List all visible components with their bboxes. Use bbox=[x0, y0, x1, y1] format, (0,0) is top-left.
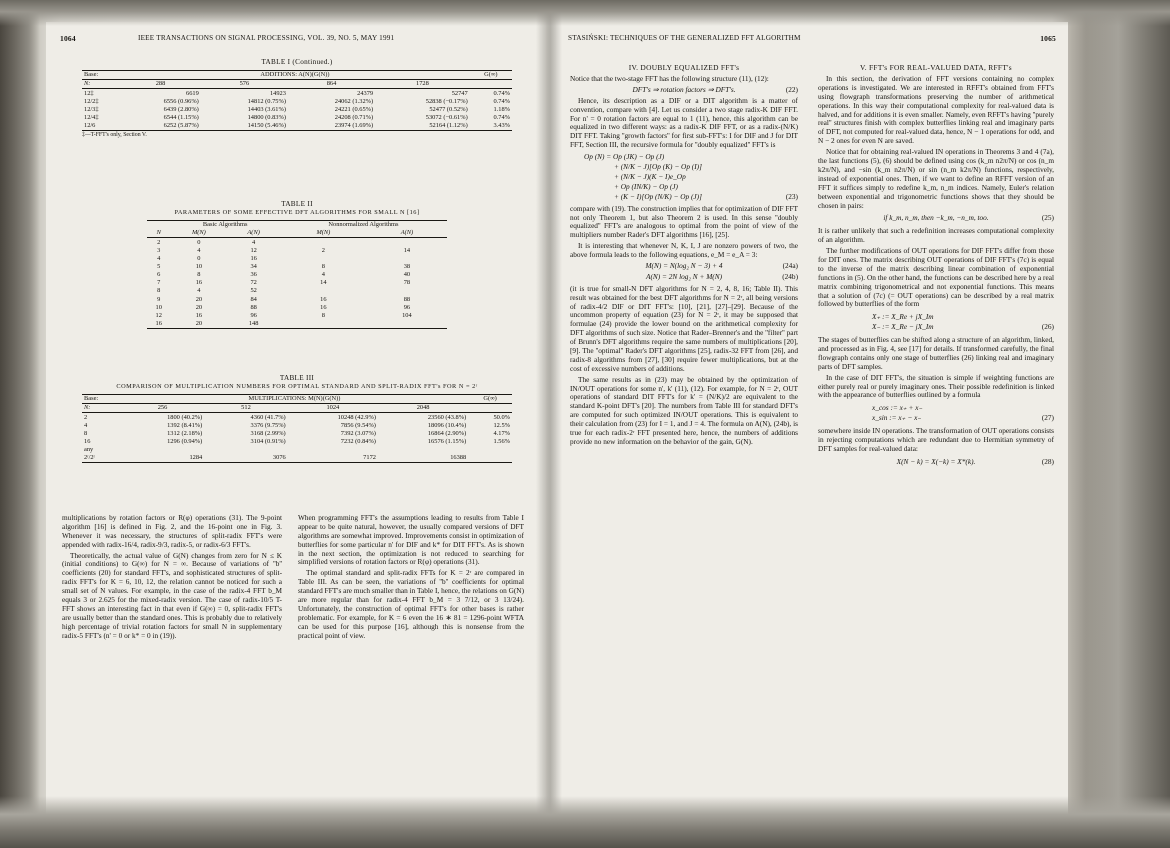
table-row: 12 16 96 8 104 bbox=[155, 311, 412, 319]
table-row: 12‡ 6619 14923 24379 52747 0.74% bbox=[84, 89, 510, 97]
table-row: 12/3‡ 6439 (2.80%) 14403 (3.61%) 24221 (0.65%) 52477 (0.52%) 1.18% bbox=[84, 105, 510, 113]
paragraph: The optimal standard and split-radix FFTs for K = 2ʳ are compared in Table III. As can be seen, the variations of ''b'' coefficients for optimal standard FFT's are much smaller than in Table I, hence, the relations on G(N) are more regular than for radix-4 FFT b_M = 3 7/12, or 3 13/24). Unfortunately, the construction of optimal FFT's for other bases is rather problematic. For example, for K = 6 even the 16 ∗ 81 = 1296-point WFTA can be used for this purpose [16], although this is nonsense from the practical point of view. bbox=[298, 568, 524, 640]
table-2-caption: PARAMETERS OF SOME EFFECTIVE DFT ALGORITHMS FOR SMALL N [16] bbox=[174, 209, 420, 216]
table-row: 16 20 148 bbox=[147, 320, 447, 329]
equation-23: Op (N) = Op (JK) − Op (J) + (N/K − J)[Op (K) − Op (I)] + (N/K − J)(K − I)e_Op + Op (IN/K) − Op (J) + (K − I)[Op (N/K) − Op (J)] (23) bbox=[584, 152, 798, 201]
paragraph: It is rather unlikely that such a redefinition increases computational complexity of an algorithm. bbox=[818, 226, 1054, 245]
equation-24a: M(N) = N(log₂ N − 3) + 4 (24a) bbox=[645, 260, 798, 270]
equation-27: x_cos := x₊ + x₋ x_sin := x₊ − x₋ (27) bbox=[872, 403, 1054, 423]
paragraph: Notice that for obtaining real-valued IN operations in Theorems 3 and 4 (7a), the last functions (5), (6) should be defined using cos (k_m n2π/N) or cos (n_m k2π/N), and −sin (k_m n2π/N) or sin (n_m k2π/N) functions, respectively, instead of exponential ones. Then, if we want to define an RFFT version of an FFT it suffices simply to redefine k_m, n_m indices. Namely, Euler's relation between exponential and trigonometric functions shows that they should be chosen in pairs: bbox=[818, 147, 1054, 210]
table-1-grid bbox=[82, 70, 512, 131]
page-fold-shadow bbox=[536, 0, 562, 848]
section-title-5: V. FFT's FOR REAL-VALUED DATA, RFFT's bbox=[860, 63, 1012, 72]
section-title-4: IV. DOUBLY EQUALIZED FFT's bbox=[628, 63, 740, 72]
table-3-col-header: MULTIPLICATIONS: M(N)(G(N)) bbox=[121, 395, 468, 404]
paragraph: The stages of butterflies can be shifted along a structure of an algorithm, linked, and processed as in Fig. 4, see [17] for details. If transformed carefully, the final flowgraph contains only one stage of butterflies (26) linking real and imaginary parts of DFT samples. bbox=[818, 335, 1054, 371]
table-row: 6 8 36 4 40 bbox=[157, 271, 411, 279]
left-page bbox=[46, 22, 546, 822]
table-3-grid: Base: MULTIPLICATIONS: M(N)(G(N)) G(∞) N: 256 512 1024 2048 2 1800 (40.2%) 4360 (41.7%) 10248 (42.9%) 23560 (43.8%) 50.0% 4 1392 (8.41%) 3376 (9.75%) 7856 (9.54%) 18096 (10.4%) 12.5% 8 1312 (2.18%) 3168 (2.99%) 7392 (3.07%) 16864 (2.90%) 4.17% 16 1296 (0.94%) 3104 (0.91%) 7232 (0.84%) 16576 (1.15%) 1.56% any 2ʳ/2ʳ 1284 3076 7172 16388 bbox=[84, 395, 510, 462]
table-1-footnote: ‡—T-FFT's only, Section V. bbox=[82, 131, 147, 138]
paragraph: When programming FFT's the assumptions leading to results from Table I appear to be quite natural, however, the usually compared versions of DFT algorithms are somewhat improved. Improvements consist in optimization of butterflies for some particular n' for DIF and k* for DIT FFT's. As is shown in the next section, the optimization is not reduced to searching for simplified versions of rotation factors or R(φ) operations (31). bbox=[298, 513, 524, 567]
equation-28: X(N − k) = X(−k) = X*(k). (28) bbox=[896, 456, 1054, 466]
equation-22: DFT's ⇒ rotation factors ⇒ DFT's. (22) bbox=[632, 84, 798, 94]
table-3-base-label: Base: bbox=[82, 395, 121, 404]
table-row: 3 4 12 2 14 bbox=[157, 246, 411, 254]
table-3-title: TABLE III bbox=[279, 374, 315, 382]
table-1-base-1: 576 bbox=[201, 80, 288, 89]
right-running-head: STASIŃSKI: TECHNIQUES OF THE GENERALIZED FFT ALGORITHM bbox=[568, 34, 801, 42]
table-2-title: TABLE II bbox=[281, 200, 313, 208]
table-2 bbox=[82, 200, 512, 329]
table-3-gain-header: G(∞) bbox=[468, 395, 512, 404]
scan-edge-bottom bbox=[0, 796, 1170, 848]
table-row: 12/2‡ 6556 (0.96%) 14812 (0.75%) 24062 (1.32%) 52838 (−0.17%) 0.74% bbox=[84, 97, 510, 105]
table-row: 2ʳ/2ʳ 1284 3076 7172 16388 bbox=[82, 454, 512, 463]
table-2-group-basic: Basic Algorithms bbox=[170, 221, 279, 230]
table-row: 4 1392 (8.41%) 3376 (9.75%) 7856 (9.54%) 18096 (10.4%) 12.5% bbox=[84, 421, 510, 429]
table-1-col-header: ADDITIONS: A(N)(G(N)) bbox=[120, 71, 470, 80]
table-row: 9 20 84 16 88 bbox=[157, 295, 411, 303]
table-row: 8 1312 (2.18%) 3168 (2.99%) 7392 (3.07%) 16864 (2.90%) 4.17% bbox=[84, 429, 510, 437]
scan-edge-top bbox=[0, 0, 1170, 26]
paragraph: Notice that the two-stage FFT has the following structure (11), (12): bbox=[570, 74, 769, 84]
right-column-1 bbox=[570, 58, 798, 449]
equation-26: X₊ := X_Re + jX_Im X₋ := X_Re − jX_Im (26) bbox=[872, 312, 1054, 332]
table-row: 12/4‡ 6544 (1.15%) 14800 (0.83%) 24208 (0.71%) 53072 (−0.61%) 0.74% bbox=[84, 114, 510, 121]
table-row: 4 0 16 bbox=[157, 254, 257, 262]
paragraph: compare with (19). The construction implies that for optimization of DIF FFT not only Theorem 1, but also Theorem 2 is used. In this sense ''doubly equalized'' FFT's are analogous to optimal from the point of view of the multipliers number Rader's DFT algorithms [16], [25]. bbox=[570, 203, 798, 240]
equation-24b: A(N) = 2N log₂ N + M(N) (24b) bbox=[645, 271, 798, 281]
table-row: any bbox=[84, 446, 94, 454]
paragraph: In this section, the derivation of FFT versions containing no complex operations is investigated. We are interested in RFFT's obtained from FFT's using flowgraph transformations preserving the number of arithmetical operations. In this way their computational complexity for real-valued data is halved, and for additions it is even smaller. Namely, even RFFT's having ''purely real'' structures finish with complex butterflies linking real and imaginary parts of DFT, not computed for real-valued data, hence, N − 1 operations for odd, and N − 2 ones for even N are saved. bbox=[818, 74, 1054, 146]
table-2-group-nonnorm: Nonnormalized Algorithms bbox=[280, 221, 447, 230]
table-row: 10 20 88 16 96 bbox=[155, 303, 411, 311]
left-running-head: IEEE TRANSACTIONS ON SIGNAL PROCESSING, VOL. 39, NO. 5, MAY 1991 bbox=[138, 34, 395, 42]
table-row: 2 0 4 bbox=[157, 238, 256, 246]
paragraph: multiplications by rotation factors or R(φ) operations (31). The 9-point algorithm [16] is defined in Fig. 2, and the 16-point one in Fig. 3. Whenever it was necessary, the structures of split-radix FFT's were appended with radix-16/4, radix-9/3, radix-5, or radix-6/3 FFT's. bbox=[62, 513, 282, 549]
left-folio: 1064 bbox=[60, 34, 76, 43]
table-row: 8 4 52 bbox=[157, 287, 257, 295]
left-column-2 bbox=[298, 514, 524, 642]
paragraph: The further modifications of OUT operations for DIF FFT's differ from those for DIT ones. The matrix describing OUT operations of DIF FFT's (7c) is equal to the inverse of the matrix describing linear combination of exponential functions in (5). On the other hand, the functions can be described here by a real matrix combining trigonometrical and not exponential functions. This means that a solution of (7c) (= OUT operations) can be described by a real matrix followed by butterflies of the form bbox=[818, 246, 1054, 309]
paragraph: Theoretically, the actual value of G(N) changes from zero for N ≤ K (initial conditions) to G(∞) for N = ∞. Because of variations of ''b'' coefficients (20) for standard FFT's, and sophisticated structures of split-radix FFT's for K = 6, 10, 12, the relation cannot be noticed for such a small set of N values. For example, in the case of the radix-4 FFT b_M equals 3 or 2.625 for the mixed-radix version. The case of radix-10/5 T-FFT shows an interesting fact in that even if G(∞) = 0, split-radix FFT's are usually better than the standard ones. This is probably due to relatively high percentage of trivial rotation factors for small N in supplementary radix-5 FFT's (n' = 0 or k* = 0 in (19)). bbox=[62, 550, 282, 640]
paragraph: (it is true for small-N DFT algorithms for N = 2, 4, 8, 16; Table II). This result was obtained for the best DFT algorithms for N = 2ʳ, all being versions of radix-4/2 DIF or DIT FFT's: [10], [21], [27]–[29]. Because of the uncommon property of equation (23) for N = 2ʳ, it may be supposed that formulae (24) provide the lower bound on the arithmetical complexity for DFT algorithms of such size. Notice that Rader–Brenner's and the ''filter'' part of Brunn's DFT algorithms require the same numbers of multiplications [20], [9]. The ''optimal'' Rader's DFT algorithms [25], radix-32 FFT from [26], and radix-8 algorithms from [27], [30] require fewer multiplications, but at the cost of excessive numbers of additions. bbox=[570, 283, 798, 373]
table-row: 16 1296 (0.94%) 3104 (0.91%) 7232 (0.84%) 16576 (1.15%) 1.56% bbox=[84, 438, 510, 445]
right-folio: 1065 bbox=[1040, 34, 1056, 43]
equation-25: if k_m, n_m, then −k_m, −n_m, too. (25) bbox=[883, 213, 1054, 223]
right-column-2 bbox=[818, 58, 1054, 469]
paragraph: somewhere inside IN operations. The transformation of OUT operations consists in rejecting computations which are redundant due to Hermitian symmetry of DFT samples for real-valued data: bbox=[818, 426, 1054, 453]
paragraph: In the case of DIT FFT's, the situation is simple if weighting functions are either purely real or purely imaginary ones. Their possible redefinition is linked with the appearance of butterflies outlined by a formula bbox=[818, 372, 1054, 400]
table-row: 7 16 72 14 78 bbox=[157, 279, 411, 287]
table-row: 12/6 6252 (5.87%) 14150 (5.46%) 23974 (1.69%) 52164 (1.12%) 3.43% bbox=[84, 122, 510, 130]
table-1-base-0: 288 bbox=[120, 80, 201, 89]
table-1-base-2: 864 bbox=[288, 80, 375, 89]
right-page bbox=[556, 22, 1068, 822]
left-column-1 bbox=[62, 514, 282, 642]
table-row: 5 10 34 8 38 bbox=[157, 263, 411, 270]
paragraph: Hence, its description as a DIF or a DIT algorithm is a matter of convention, compare with [4]. Let us consider a two stage radix-K DIF FFT. For n' = 0 rotation factors are equal to 1 (11), hence, this algorithm can be equalized in two different ways: as a radix-K DIF FFT, or as a radix-(N/K) DIT FFT. Taking ''growth factors'' for first sub-FFT's: I for DIF and J for DIT FFT, Section III, the recursive formula for ''doubly equalized'' FFT's is bbox=[570, 95, 798, 150]
table-1-title: TABLE I (Continued.) bbox=[261, 58, 333, 66]
table-1-gain-header: G(∞) bbox=[470, 71, 512, 80]
table-3 bbox=[82, 374, 512, 463]
scan-edge-left bbox=[0, 0, 40, 848]
scan-edge-right bbox=[1084, 0, 1170, 848]
table-1-n-label: N: bbox=[82, 80, 120, 89]
table-1 bbox=[82, 58, 512, 138]
table-row: 2 1800 (40.2%) 4360 (41.7%) 10248 (42.9%) 23560 (43.8%) 50.0% bbox=[84, 413, 510, 421]
table-2-grid: Basic Algorithms Nonnormalized Algorithms N M(N) A(N) M(N) A(N) 2 0 4 3 4 12 2 14 4 0 16 5 10 34 8 38 6 8 36 4 40 7 16 72 14 78 8 4 52 9 20 84 16 88 10 20 88 16 96 12 16 96 8 104 16 20 148 bbox=[147, 220, 447, 329]
table-3-caption: COMPARISON OF MULTIPLICATION NUMBERS FOR OPTIMAL STANDARD AND SPLIT-RADIX FFT's FOR N = 2ʳ bbox=[116, 383, 478, 390]
paragraph: It is interesting that whenever N, K, I, J are nonzero powers of two, the above formula leads to the following equations, e_M = e_A = 3: bbox=[570, 241, 798, 260]
table-1-base-label: Base: bbox=[82, 71, 120, 80]
table-1-base-3: 1728 bbox=[375, 80, 470, 89]
paragraph: The same results as in (23) may be obtained by the optimization of IN/OUT operations for some n', k' (11), (12). For example, for N = 2ʳ, OUT operations of standard DIT FFT's for k' = (N/K)/2 are equivalent to the standard K-point DFT's [20]. The numbers from Table III for standard DFT's are computed for such optimized IN/OUT operations. This is equivalent to their calculation from (23) for I = 1, and J = 4. The formula on A(N), (24b), is true for each radix-2ʳ FFT presented here, hence, the numbers of additions provide no new information on the behavior of the gain, G(N). bbox=[570, 374, 798, 446]
